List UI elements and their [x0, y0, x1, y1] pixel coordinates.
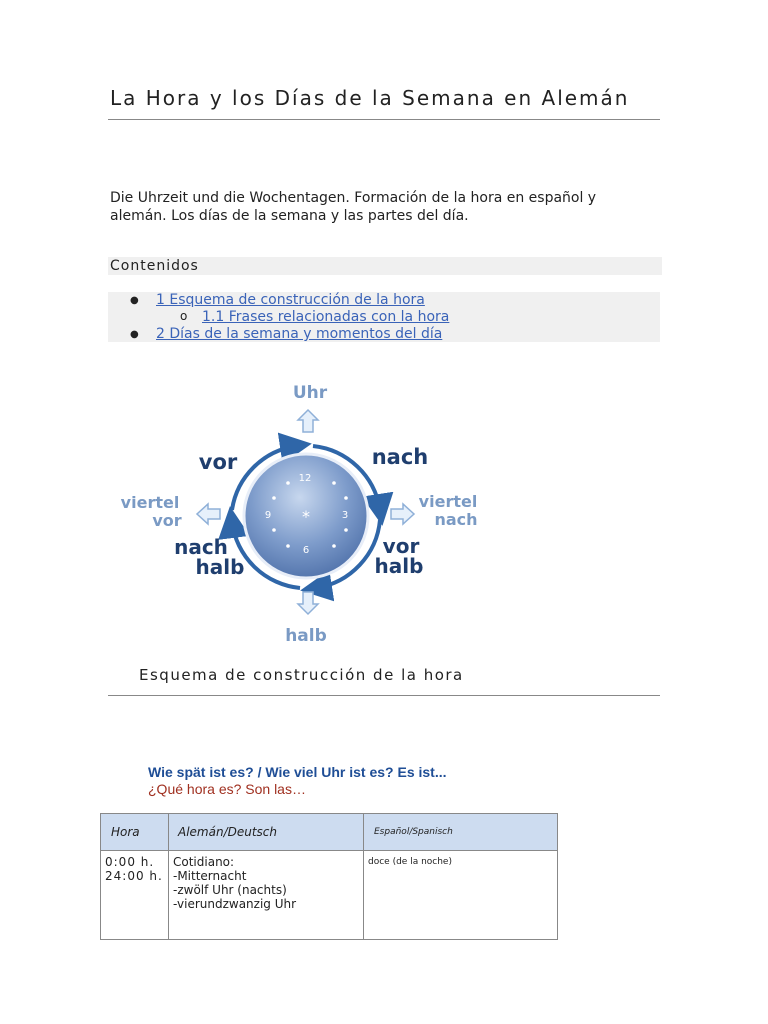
clock-number-12: 12 [298, 473, 312, 484]
section-divider [108, 695, 660, 696]
clock-number-9: 9 [264, 510, 272, 521]
table-header-row [101, 814, 558, 851]
label-viertel-left: viertel [120, 493, 180, 512]
toc-item [156, 292, 425, 309]
clock-center-mark: * [302, 507, 310, 526]
clock-number-6: 6 [302, 545, 310, 556]
question-spanish: ¿Qué hora es? Son las… [148, 781, 306, 797]
page-title: La Hora y los Días de la Semana en Alemán [110, 86, 630, 110]
section-heading: Esquema de construcción de la hora [139, 666, 464, 684]
toc-link-dias[interactable]: 2 Días de la semana y momentos del día [156, 326, 443, 342]
circle-bullet-icon: o [180, 309, 188, 323]
right-arrow-icon [391, 504, 414, 524]
label-nach-bottom-left: nach [174, 535, 228, 559]
header-aleman: Alemán/Deutsch [169, 814, 364, 851]
label-vor-bottom-right: vor [382, 534, 420, 558]
label-nach-top: nach [371, 445, 429, 469]
hora-line: 0:00 h. [105, 855, 155, 869]
time-construction-diagram [108, 370, 488, 650]
aleman-line: -vierundzwanzig Uhr [173, 897, 297, 911]
intro-paragraph: Die Uhrzeit und die Wochentagen. Formación de la hora en español y alemán. Los días de la semana y las partes del día. [110, 190, 597, 224]
label-nach-right: nach [434, 510, 478, 529]
label-halb-bottom-right: halb [374, 554, 424, 578]
table-of-contents [108, 292, 660, 342]
question-german: Wie spät ist es? / Wie viel Uhr ist es? Es ist... [148, 764, 447, 780]
bullet-icon: ● [130, 295, 139, 306]
toc-heading: Contenidos [108, 257, 662, 275]
cell-aleman [169, 851, 364, 940]
time-table [100, 813, 558, 940]
aleman-line: Cotidiano: [173, 855, 235, 869]
table-row [101, 851, 558, 940]
left-arrow-icon [197, 504, 220, 524]
toc-link-esquema[interactable]: 1 Esquema de construcción de la hora [156, 292, 425, 308]
clock-number-3: 3 [341, 510, 349, 521]
toc-item [202, 309, 449, 326]
toc-item [156, 326, 442, 343]
aleman-line: -Mitternacht [173, 869, 247, 883]
cell-espanol: doce (de la noche) [364, 851, 558, 940]
down-arrow-icon [298, 592, 318, 614]
cell-hora [101, 851, 169, 940]
label-viertel-right: viertel [418, 492, 478, 511]
label-uhr: Uhr [292, 383, 328, 403]
title-divider [108, 119, 660, 120]
header-hora: Hora [101, 814, 169, 851]
aleman-line: -zwölf Uhr (nachts) [173, 883, 287, 897]
label-halb-bottom: halb [285, 626, 327, 646]
header-espanol: Español/Spanisch [364, 814, 558, 851]
up-arrow-icon [298, 410, 318, 432]
label-halb-bottom-left: halb [195, 555, 245, 579]
hora-line: 24:00 h. [105, 869, 163, 883]
label-vor-left: vor [152, 511, 182, 530]
bullet-icon: ● [130, 329, 139, 340]
toc-link-frases[interactable]: 1.1 Frases relacionadas con la hora [202, 309, 450, 325]
label-vor-top: vor [198, 450, 238, 474]
